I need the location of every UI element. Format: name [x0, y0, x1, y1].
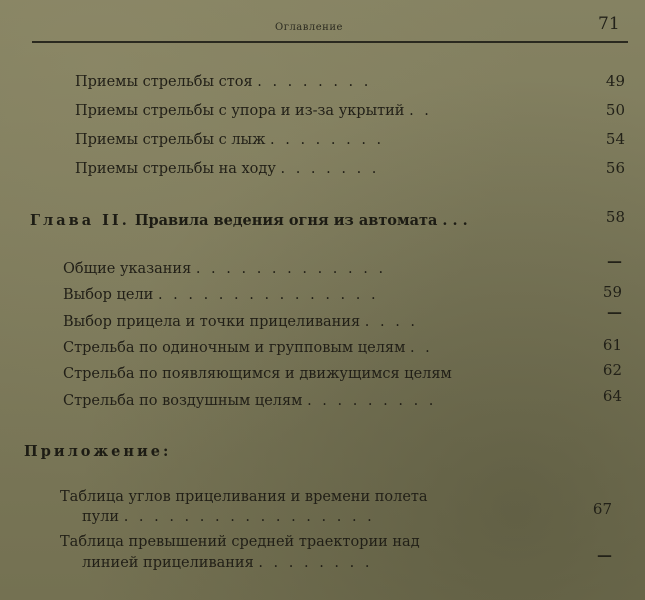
toc-entry-text: Стрельба по одиночным и групповым целям	[63, 340, 406, 356]
toc-entry	[63, 393, 436, 410]
appendix-heading: Приложение:	[24, 443, 172, 460]
toc-entry-line1: Таблица превышений средней траектории над	[60, 534, 420, 550]
toc-leader-dots: . . . . . . . .	[258, 555, 373, 571]
toc-entry-text: Стрельба по воздушным целям	[63, 393, 303, 409]
toc-entry	[82, 555, 372, 572]
toc-entry-text: Общие указания	[63, 261, 192, 277]
toc-entry-line1: Таблица углов прицеливания и времени полета	[60, 489, 428, 505]
toc-entry-text: Выбор прицела и точки прицеливания	[63, 314, 361, 330]
toc-page: 67	[592, 500, 612, 518]
toc-entry-text: Выбор цели	[63, 287, 154, 303]
toc-entry	[75, 74, 371, 91]
toc-leader-dots: . . . . . . . .	[257, 74, 372, 90]
toc-entry	[63, 366, 452, 383]
toc-page: 59	[602, 283, 622, 301]
toc-page: 64	[602, 387, 622, 405]
chapter-label: Глава II.	[30, 212, 130, 229]
toc-entry-text: Стрельба по появляющимся и движущимся целям	[63, 366, 452, 382]
page-number: 71	[598, 14, 620, 34]
toc-entry-text: Приемы стрельбы на ходу	[75, 161, 276, 177]
toc-page: 61	[602, 336, 622, 354]
toc-entry	[63, 340, 433, 357]
toc-leader-dots: . . . . . . . . . . . . . . .	[157, 287, 379, 303]
toc-leader-dots: . .	[409, 340, 433, 356]
toc-page: 54	[605, 130, 625, 148]
toc-page: 56	[605, 159, 625, 177]
toc-entry	[75, 161, 379, 178]
header-rule	[32, 41, 628, 43]
chapter-heading	[30, 212, 468, 229]
toc-leader-dots: . . . . . . . .	[270, 132, 385, 148]
toc-entry-text: Приемы стрельбы стоя	[75, 74, 253, 90]
toc-leader-dots: . . . . . . . . . . . . . . . . .	[123, 509, 375, 525]
toc-entry-text: пули	[82, 509, 120, 525]
toc-page: 58	[605, 208, 625, 226]
toc-page: 50	[605, 101, 625, 119]
toc-page: 49	[605, 72, 625, 90]
toc-entry	[63, 287, 379, 304]
toc-leader-dots: . . . .	[364, 314, 419, 330]
toc-page: —	[607, 303, 622, 321]
running-head: Оглавление	[275, 22, 343, 33]
toc-entry	[63, 261, 386, 278]
chapter-title: Правила ведения огня из автомата	[134, 212, 438, 229]
toc-entry-text: Приемы стрельбы с лыж	[75, 132, 266, 148]
toc-page: —	[607, 252, 622, 270]
toc-page: 62	[602, 361, 622, 379]
toc-leader-dots: . .	[409, 103, 432, 119]
toc-leader-dots: . . .	[442, 212, 468, 229]
toc-leader-dots: . . . . . . .	[280, 161, 380, 177]
toc-entry-text: Приемы стрельбы с упора и из-за укрытий	[75, 103, 405, 119]
toc-page: —	[597, 546, 612, 564]
toc-entry	[75, 103, 432, 120]
toc-entry	[75, 132, 384, 149]
toc-leader-dots: . . . . . . . . .	[307, 393, 437, 409]
toc-entry-text: линией прицеливания	[82, 555, 254, 571]
toc-entry	[82, 509, 375, 526]
toc-entry	[63, 314, 418, 331]
toc-leader-dots: . . . . . . . . . . . . .	[195, 261, 387, 277]
